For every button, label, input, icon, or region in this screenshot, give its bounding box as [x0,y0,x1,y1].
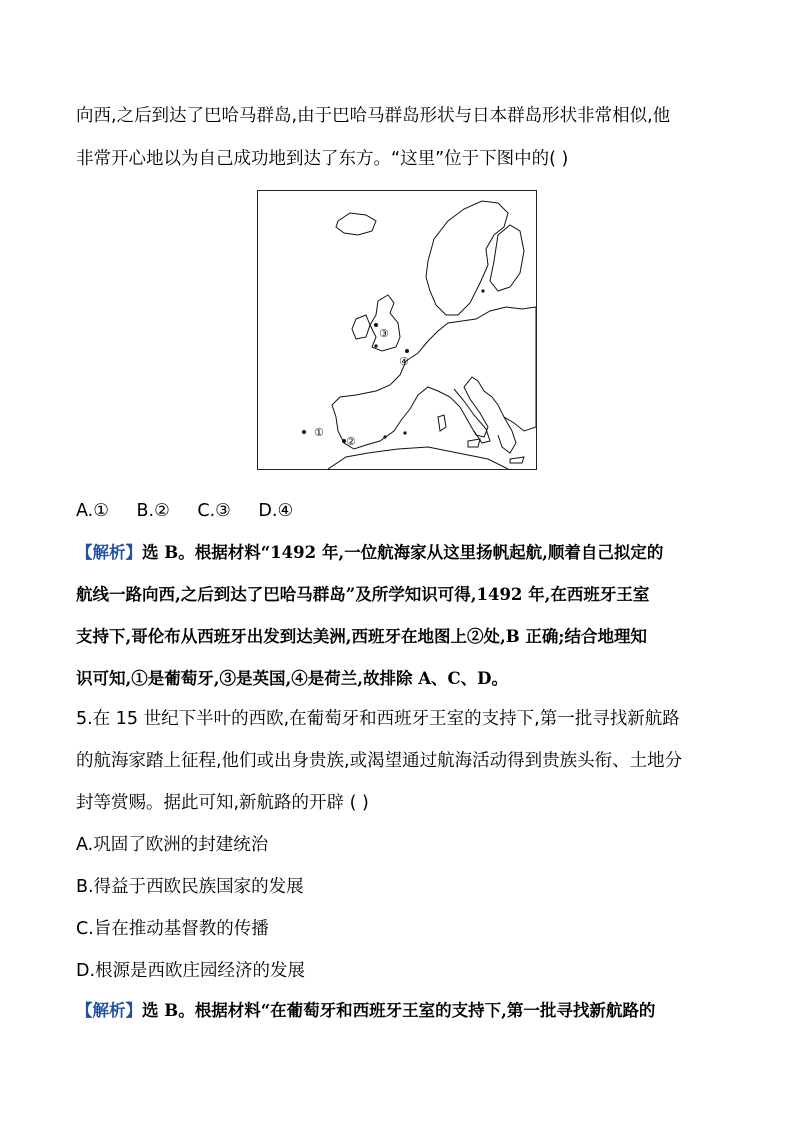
analysis-tag: 【解析】 [76,1001,142,1020]
option-c[interactable]: C.③ [197,501,231,521]
north-africa-coast [328,447,508,469]
europe-map [257,190,537,470]
option-d[interactable]: D.④ [258,501,294,521]
analysis-4-line-4: 识可知,①是葡萄牙,③是英国,④是荷兰,故排除 A、C、D。 [76,669,508,688]
analysis-5-text-1: 选 B。根据材料“在葡萄牙和西班牙王室的支持下,第一批寻找新航路的 [142,1001,656,1020]
analysis-4-line-1 [76,541,663,565]
question-5-option-c[interactable]: C.旨在推动基督教的传播 [76,919,269,939]
great-britain-outline [370,295,400,351]
extra-dot-a [383,435,386,438]
extra-dot-d [481,289,484,292]
ireland-outline [352,315,370,339]
extra-dot-b [403,431,406,434]
marker-1-label: ① [314,426,324,439]
extra-dot-c [374,344,377,347]
option-b[interactable]: B.② [136,501,170,521]
finland-outline [490,225,524,291]
question-4-text-line-1: 向西,之后到达了巴哈马群岛,由于巴哈马群岛形状与日本群岛形状非常相似,他 [76,106,671,126]
sicily-outline [468,439,480,447]
marker-1-dot [302,430,306,434]
question-5-option-d[interactable]: D.根源是西欧庄园经济的发展 [76,961,306,981]
question-5-text-line-3: 封等赏赐。据此可知,新航路的开辟 ( ) [76,793,369,813]
sardinia-outline [438,415,446,431]
question-4-text-line-2: 非常开心地以为自己成功地到达了东方。“这里”位于下图中的( ) [76,149,569,169]
question-5-option-a[interactable]: A.巩固了欧洲的封建统治 [76,835,269,855]
marker-2-label: ② [346,435,356,448]
mainland-europe-outline [332,307,536,449]
question-4-options [76,499,315,523]
analysis-4-text-1: 选 B。根据材料“1492 年,一位航海家从这里扬帆起航,顺着自己拟定的 [142,543,664,562]
analysis-4-line-2: 航线一路向西,之后到达了巴哈马群岛”及所学知识可得,1492 年,在西班牙王室 [76,585,650,604]
crete-outline [510,457,524,463]
option-a[interactable]: A.① [76,501,109,521]
analysis-5-line-1 [76,999,655,1023]
iceland-outline [336,213,376,235]
marker-4-dot [405,349,409,353]
analysis-tag: 【解析】 [76,543,142,562]
question-5-text-line-1: 5.在 15 世纪下半叶的西欧,在葡萄牙和西班牙王室的支持下,第一批寻找新航路 [76,709,680,729]
marker-3-label: ③ [379,327,389,340]
question-5-text-line-2: 的航海家踏上征程,他们或出身贵族,或渴望通过航海活动得到贵族头衔、土地分 [76,751,683,771]
question-5-option-b[interactable]: B.得益于西欧民族国家的发展 [76,877,304,897]
marker-3-dot [374,323,378,327]
marker-4-label: ④ [399,355,409,368]
analysis-4-line-3: 支持下,哥伦布从西班牙出发到达美洲,西班牙在地图上②处,B 正确;结合地理知 [76,627,648,646]
scandinavia-outline [426,201,508,315]
